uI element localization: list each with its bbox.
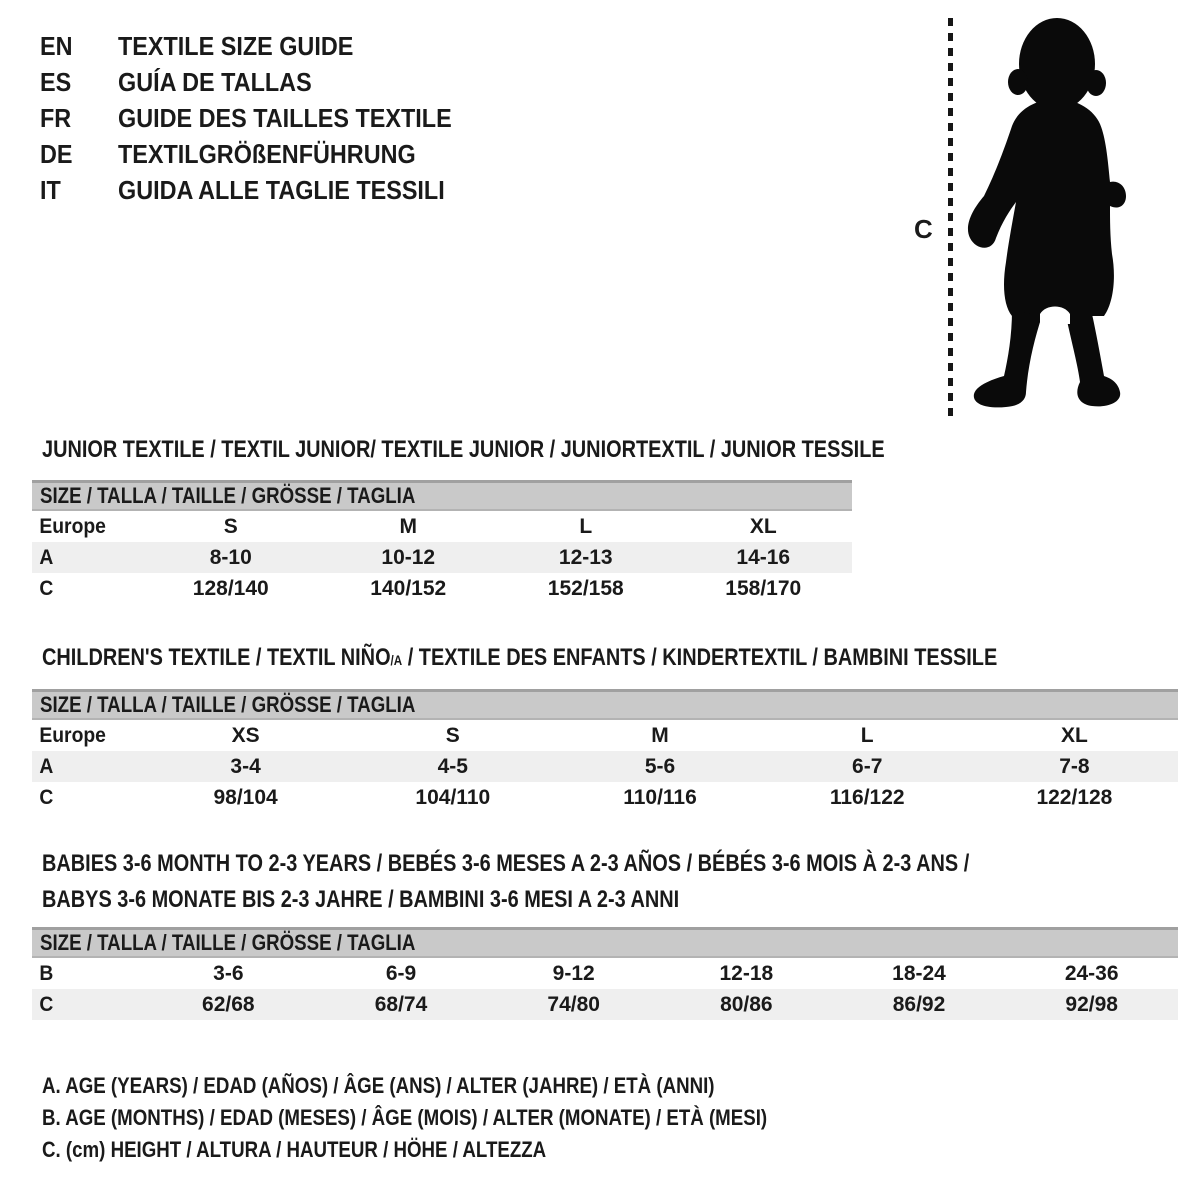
language-row-de [40,136,489,172]
age-cell: 12-18 [719,962,774,985]
size-cell: L [579,515,593,538]
height-cell: 140/152 [370,577,447,600]
section-title-babies-line2: BABYS 3-6 MONATE BIS 2-3 JAHRE / BAMBINI 3-6 MESI A 2-3 ANNI [42,886,680,913]
size-cell: M [651,724,669,747]
table-row-height [32,989,1178,1020]
section-title-babies-line1: BABIES 3-6 MONTH TO 2-3 YEARS / BEBÉS 3-6 MESES A 2-3 AÑOS / BÉBÉS 3-6 MOIS À 2-3 ANS / [42,850,970,877]
language-label: GUIDE DES TAILLES TEXTILE [118,102,452,133]
height-cell: 110/116 [623,786,697,809]
legend-line-c: C. (cm) HEIGHT / ALTURA / HAUTEUR / HÖHE / ALTEZZA [42,1137,547,1162]
section-title-children-sub: /A [390,652,403,668]
age-cell: 24-36 [1064,962,1119,985]
height-measure-label: C [914,214,933,244]
legend-line-a: A. AGE (YEARS) / EDAD (AÑOS) / ÂGE (ANS) / ALTER (JAHRE) / ETÀ (ANNI) [42,1073,715,1098]
legend-line-b: B. AGE (MONTHS) / EDAD (MESES) / ÂGE (MOIS) / ALTER (MONATE) / ETÀ (MESI) [42,1105,768,1130]
size-header-bar [32,689,1178,720]
height-cell: 122/128 [1036,786,1113,809]
table-row-height [32,782,1178,813]
height-cell: 92/98 [1065,993,1118,1016]
size-header-label: SIZE / TALLA / TAILLE / GRÖSSE / TAGLIA [40,483,416,508]
language-row-es [40,64,489,100]
height-cell: 158/170 [725,577,802,600]
language-code: EN [40,30,73,61]
size-cell: L [860,724,874,747]
height-cell: 128/140 [192,577,269,600]
age-cell: 6-9 [385,962,417,985]
language-label: TEXTILGRÖßENFÜHRUNG [118,138,416,169]
size-cell: S [223,515,238,538]
toddler-silhouette-icon [962,14,1138,420]
language-label: TEXTILE SIZE GUIDE [118,30,354,61]
row-label: Europe [39,515,106,538]
table-row-height [32,573,852,604]
table-row-age-months [32,958,1178,989]
table-row-europe [32,511,852,542]
language-row-fr [40,100,489,136]
height-cell: 152/158 [547,577,624,600]
height-cell: 86/92 [892,993,946,1016]
section-title-children [42,640,997,678]
size-cell: M [399,515,417,538]
age-cell: 8-10 [209,546,252,569]
row-label: A [39,755,54,778]
height-cell: 98/104 [213,786,278,809]
height-cell: 62/68 [202,993,255,1016]
height-cell: 74/80 [547,993,600,1016]
row-label: C [39,993,54,1016]
row-label: C [39,577,54,600]
language-label: GUIDA ALLE TAGLIE TESSILI [118,174,445,205]
size-table-children [32,689,1178,813]
language-code: IT [40,174,61,205]
table-row-europe [32,720,1178,751]
legend-block [42,1070,895,1166]
language-row-en [40,28,489,64]
age-cell: 3-4 [230,755,261,778]
age-cell: 12-13 [558,546,613,569]
size-cell: XS [231,724,260,747]
row-label: A [39,546,54,569]
row-label: Europe [39,724,106,747]
height-cell: 104/110 [415,786,491,809]
age-cell: 5-6 [644,755,676,778]
language-guide-block [40,28,489,208]
size-header-bar [32,480,852,511]
language-label: GUÍA DE TALLAS [118,66,312,97]
age-cell: 14-16 [736,546,791,569]
age-cell: 7-8 [1059,755,1090,778]
size-table-junior [32,480,852,604]
age-cell: 4-5 [437,755,468,778]
size-cell: XL [1060,724,1088,747]
language-row-it [40,172,489,208]
table-row-age [32,542,852,573]
size-cell: XL [749,515,777,538]
language-code: DE [40,138,73,169]
size-header-bar [32,927,1178,958]
size-header-label: SIZE / TALLA / TAILLE / GRÖSSE / TAGLIA [40,692,416,717]
age-cell: 18-24 [892,962,946,985]
section-title-children-part2: / TEXTILE DES ENFANTS / KINDERTEXTIL / BAMBINI TESSILE [402,644,998,671]
height-dashed-line [948,18,953,418]
age-cell: 6-7 [852,755,883,778]
age-cell: 9-12 [552,962,595,985]
section-title-junior: JUNIOR TEXTILE / TEXTIL JUNIOR/ TEXTILE JUNIOR / JUNIORTEXTIL / JUNIOR TESSILE [42,436,885,463]
table-row-age [32,751,1178,782]
section-title-babies [42,846,969,918]
height-cell: 68/74 [374,993,428,1016]
size-header-label: SIZE / TALLA / TAILLE / GRÖSSE / TAGLIA [40,930,416,955]
height-cell: 116/122 [829,786,905,809]
language-code: ES [40,66,72,97]
age-cell: 10-12 [381,546,436,569]
height-cell: 80/86 [720,993,773,1016]
row-label: C [39,786,54,809]
age-cell: 3-6 [213,962,244,985]
row-label: B [39,962,54,985]
size-table-babies [32,927,1178,1020]
size-cell: S [445,724,460,747]
section-title-children-part1: CHILDREN'S TEXTILE / TEXTIL NIÑO [42,644,391,671]
language-code: FR [40,102,72,133]
